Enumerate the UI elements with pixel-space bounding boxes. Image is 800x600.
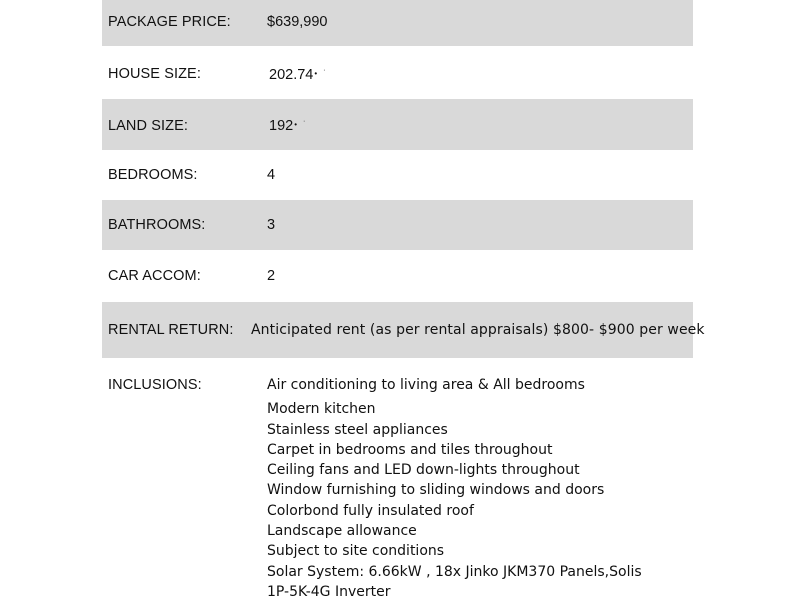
list-item: Air conditioning to living area & All bedrooms: [267, 377, 585, 393]
house-size-value: 202.74: [269, 67, 314, 83]
land-size-value-wrap: [269, 118, 305, 134]
list-item: Carpet in bedrooms and tiles throughout: [267, 441, 553, 458]
rental-return-label: RENTAL RETURN:: [108, 322, 234, 338]
bathrooms-label: BATHROOMS:: [108, 217, 206, 233]
land-size-unit-sup: ·: [303, 118, 306, 125]
list-item: Subject to site conditions: [267, 543, 445, 560]
car-accom-value: 2: [267, 268, 276, 284]
house-size-value-wrap: [269, 67, 326, 83]
list-item: Stainless steel appliances: [267, 421, 448, 438]
list-item: Modern kitchen: [267, 401, 376, 418]
land-size-unit: •: [294, 120, 298, 129]
inclusions-list: [267, 375, 642, 600]
row-car-accom: [102, 250, 693, 302]
list-item: 1P-5K-4G Inverter: [267, 583, 391, 600]
list-item: Colorbond fully insulated roof: [267, 502, 474, 519]
list-item: Window furnishing to sliding windows and doors: [267, 482, 605, 499]
rental-return-value: Anticipated rent (as per rental appraisals) $800- $900 per week: [251, 322, 705, 338]
car-accom-label: CAR ACCOM:: [108, 268, 201, 284]
house-size-unit-sup: ·: [323, 67, 326, 74]
package-price-label: PACKAGE PRICE:: [108, 14, 231, 30]
bedrooms-value: 4: [267, 167, 276, 183]
land-size-label: LAND SIZE:: [108, 118, 188, 134]
bedrooms-label: BEDROOMS:: [108, 167, 198, 183]
bathrooms-value: 3: [267, 217, 276, 233]
property-spec-table: [102, 0, 705, 600]
package-price-value: $639,990: [267, 14, 328, 30]
row-bathrooms: [102, 200, 693, 250]
row-land-size: [102, 99, 693, 150]
row-package-price: [102, 0, 693, 46]
list-item: Solar System: 6.66kW , 18x Jinko JKM370 Panels,Solis: [267, 563, 642, 580]
house-size-unit: •: [314, 69, 318, 78]
inclusions-label: INCLUSIONS:: [108, 377, 202, 393]
land-size-value: 192: [269, 118, 294, 134]
list-item: Landscape allowance: [267, 523, 417, 540]
house-size-label: HOUSE SIZE:: [108, 66, 201, 82]
row-house-size: [102, 46, 693, 99]
list-item: Ceiling fans and LED down-lights throughout: [267, 462, 580, 479]
row-inclusions: [102, 358, 693, 600]
row-rental-return: [102, 302, 705, 358]
row-bedrooms: [102, 150, 693, 200]
